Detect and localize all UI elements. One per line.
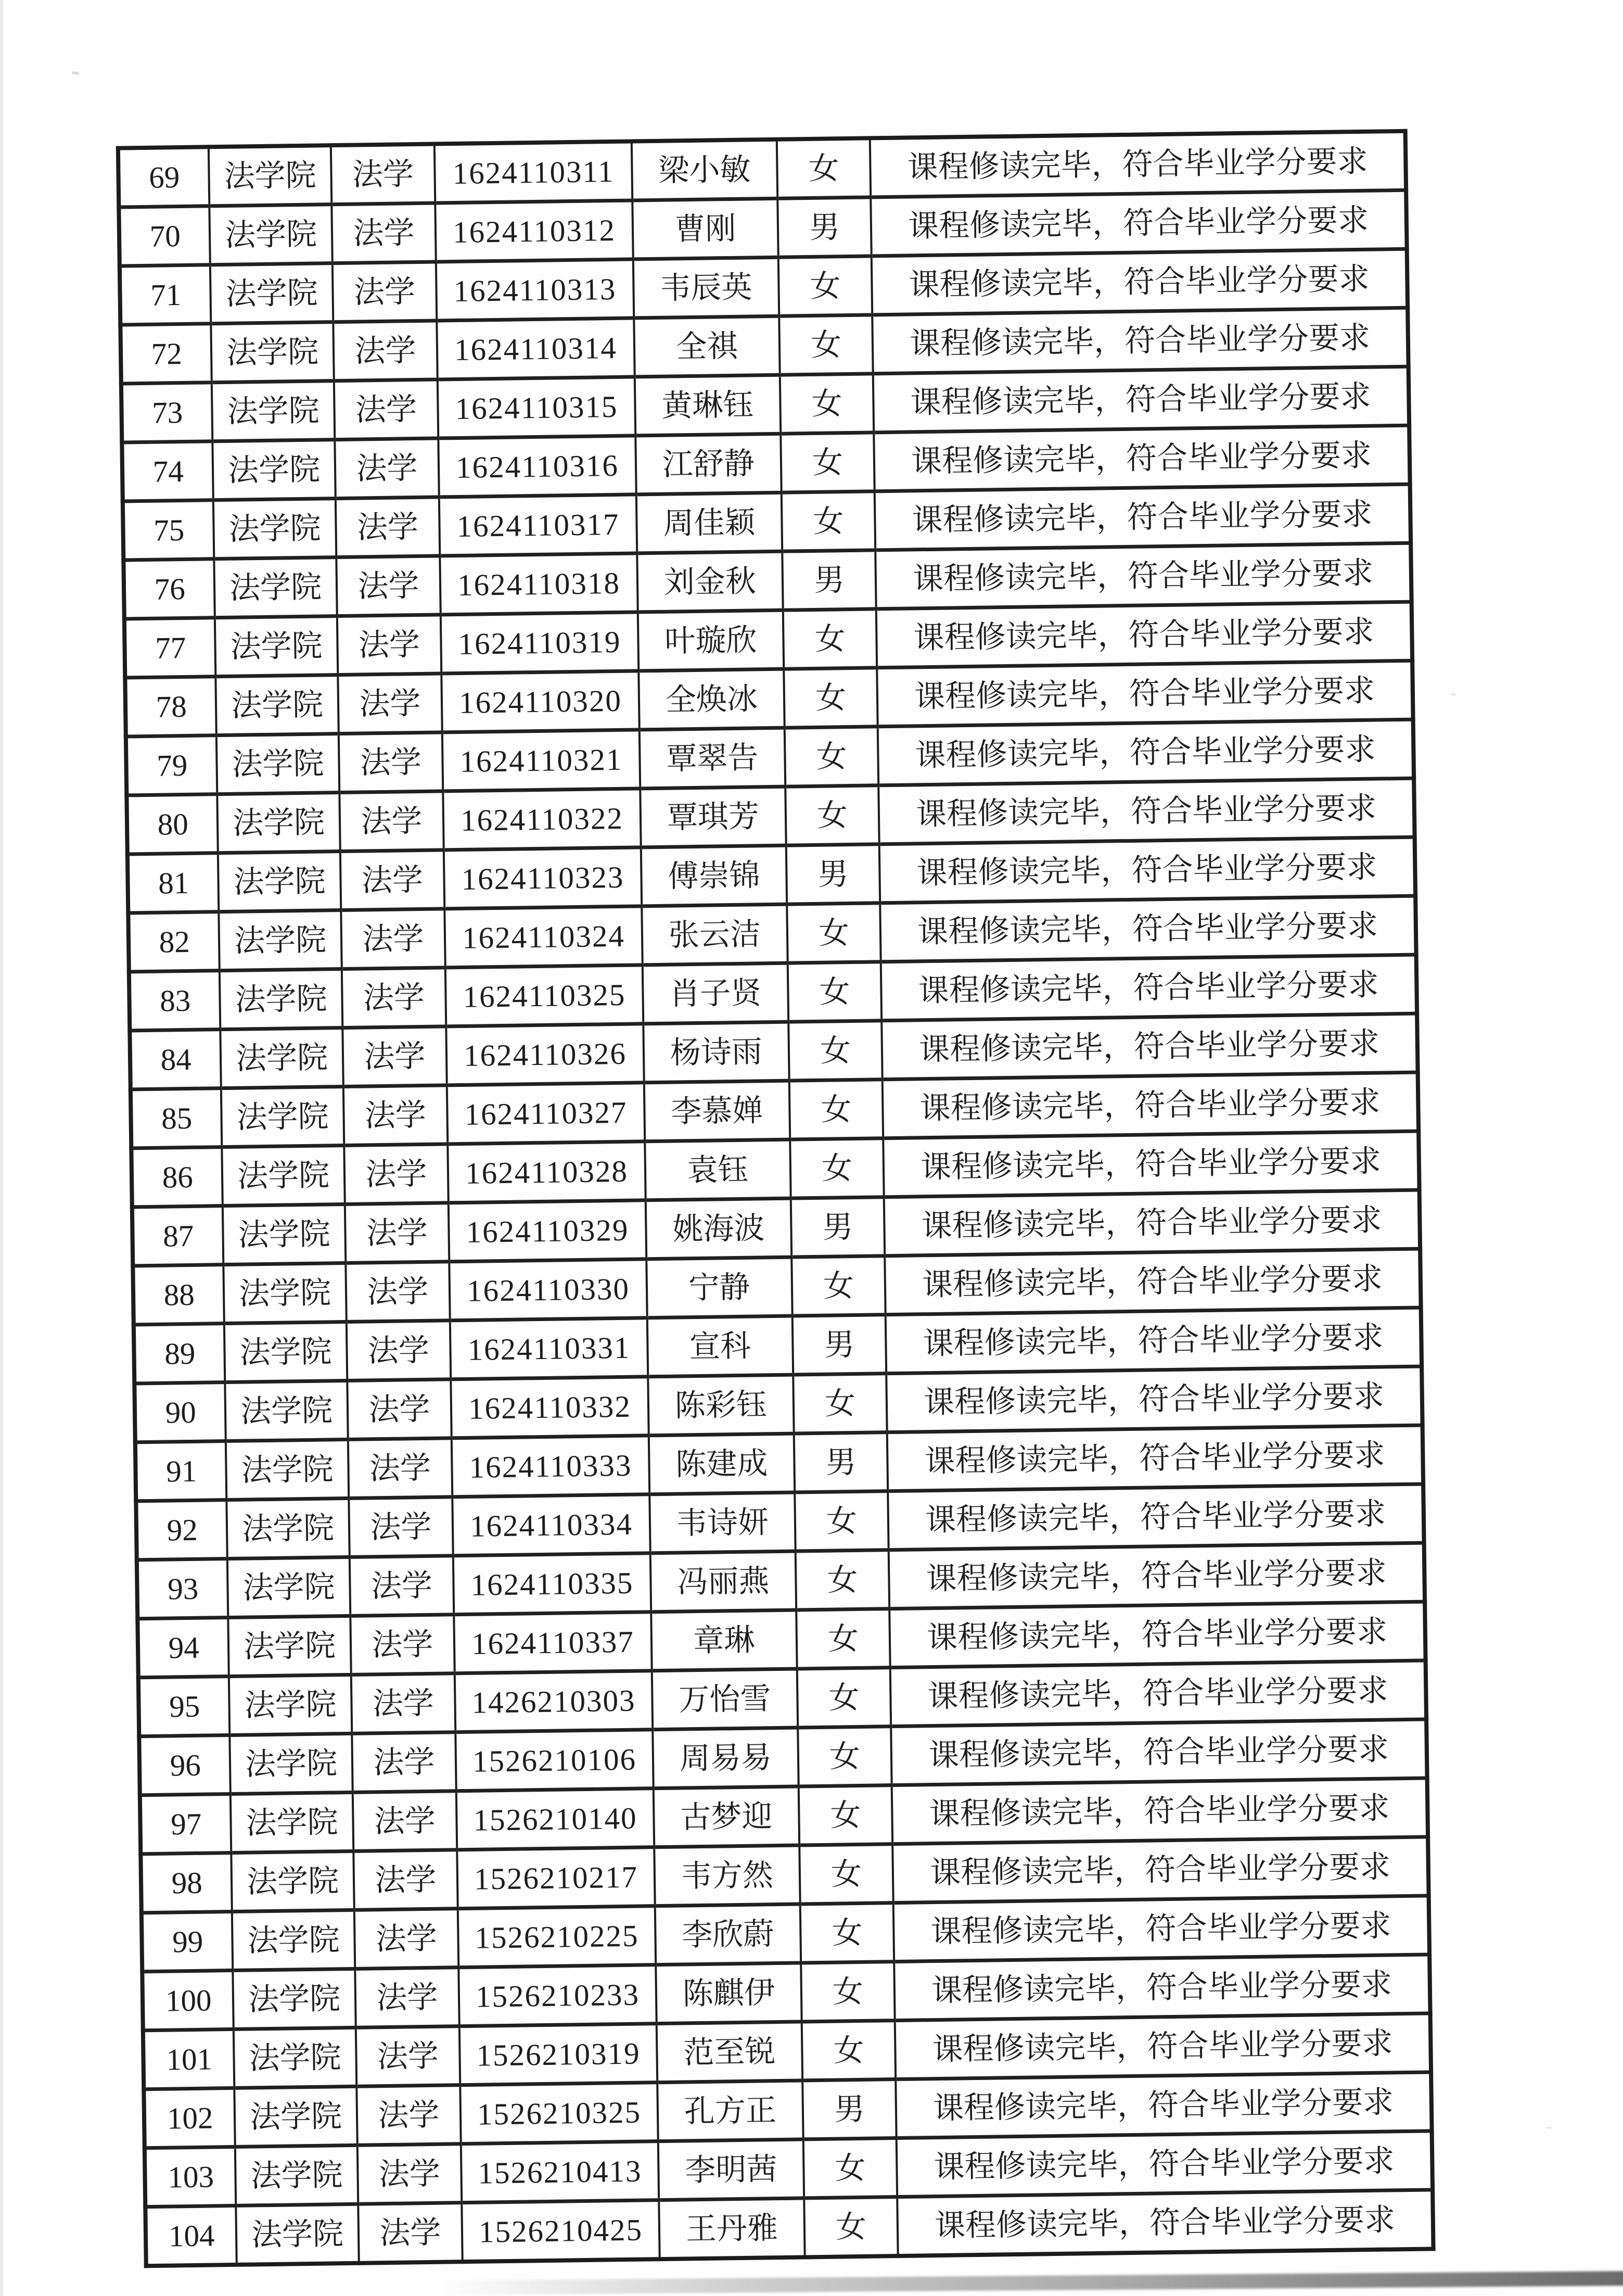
cell-name: 宣科 bbox=[647, 1316, 794, 1377]
cell-gender: 女 bbox=[793, 1374, 887, 1434]
cell-name: 李慕婵 bbox=[644, 1081, 790, 1141]
cell-major: 法学 bbox=[350, 1615, 455, 1675]
cell-name: 曹刚 bbox=[632, 198, 778, 259]
cell-gender: 女 bbox=[788, 1021, 883, 1081]
cell-gender: 女 bbox=[799, 1844, 893, 1904]
cell-name: 古梦迎 bbox=[654, 1786, 800, 1847]
cell-status: 课程修读完毕，符合毕业学分要求 bbox=[889, 1602, 1425, 1668]
cell-num: 84 bbox=[130, 1030, 221, 1089]
cell-gender: 女 bbox=[804, 2197, 898, 2257]
cell-id: 1624110320 bbox=[441, 671, 639, 732]
cell-college: 法学院 bbox=[221, 1086, 344, 1147]
cell-name: 李明茜 bbox=[658, 2139, 804, 2200]
cell-status: 课程修读完毕，符合毕业学分要求 bbox=[875, 543, 1411, 609]
cell-status: 课程修读完毕，符合毕业学分要求 bbox=[883, 1072, 1418, 1138]
cell-college: 法学院 bbox=[227, 1498, 350, 1558]
cell-major: 法学 bbox=[338, 732, 443, 793]
cell-gender: 男 bbox=[794, 1432, 888, 1492]
cell-gender: 男 bbox=[786, 844, 880, 904]
cell-status: 课程修读完毕，符合毕业学分要求 bbox=[888, 1484, 1424, 1550]
cell-name: 周易易 bbox=[653, 1728, 799, 1788]
cell-major: 法学 bbox=[335, 497, 440, 557]
cell-name: 刘金秋 bbox=[637, 551, 783, 612]
cell-gender: 男 bbox=[793, 1315, 887, 1375]
cell-num: 102 bbox=[144, 2088, 235, 2148]
cell-major: 法学 bbox=[342, 1026, 447, 1087]
cell-gender: 女 bbox=[800, 1903, 894, 1963]
cell-status: 课程修读完毕，符合毕业学分要求 bbox=[893, 1896, 1429, 1962]
cell-major: 法学 bbox=[344, 1144, 449, 1204]
cell-id: 1624110330 bbox=[449, 1259, 647, 1321]
cell-name: 覃琪芳 bbox=[640, 787, 786, 847]
cell-num: 79 bbox=[126, 735, 218, 795]
cell-num: 103 bbox=[145, 2147, 236, 2206]
cell-major: 法学 bbox=[351, 1673, 455, 1734]
cell-major: 法学 bbox=[336, 556, 441, 616]
cell-num: 70 bbox=[119, 206, 210, 266]
cell-name: 周佳颖 bbox=[636, 492, 783, 553]
cell-status: 课程修读完毕，符合毕业学分要求 bbox=[878, 719, 1414, 785]
cell-name: 宁静 bbox=[646, 1257, 793, 1318]
cell-num: 74 bbox=[122, 441, 213, 501]
cell-gender: 女 bbox=[790, 1138, 884, 1198]
cell-name: 李欣蔚 bbox=[655, 1904, 801, 1965]
cell-college: 法学院 bbox=[226, 1439, 349, 1500]
cell-status: 课程修读完毕，符合毕业学分要求 bbox=[878, 778, 1414, 844]
cell-name: 覃翠告 bbox=[640, 728, 786, 789]
cell-gender: 女 bbox=[780, 374, 874, 434]
cell-num: 80 bbox=[126, 794, 218, 854]
cell-id: 1624110329 bbox=[449, 1200, 646, 1262]
cell-num: 100 bbox=[142, 1970, 234, 2030]
cell-status: 课程修读完毕，符合毕业学分要求 bbox=[890, 1660, 1426, 1727]
cell-college: 法学院 bbox=[221, 1028, 343, 1088]
cell-id: 1624110311 bbox=[434, 141, 632, 203]
cell-id: 1624110315 bbox=[438, 377, 635, 438]
cell-name: 黄琳钰 bbox=[635, 375, 781, 436]
cell-college: 法学院 bbox=[228, 1616, 351, 1676]
cell-major: 法学 bbox=[352, 1732, 456, 1793]
cell-id: 1624110317 bbox=[439, 494, 637, 556]
cell-gender: 女 bbox=[799, 1785, 893, 1845]
cell-status: 课程修读完毕，符合毕业学分要求 bbox=[875, 484, 1411, 550]
cell-name: 袁钰 bbox=[645, 1139, 791, 1200]
cell-num: 72 bbox=[120, 324, 212, 384]
cell-id: 1526210217 bbox=[457, 1847, 655, 1909]
cell-major: 法学 bbox=[335, 438, 439, 499]
cell-id: 1526210225 bbox=[458, 1906, 656, 1968]
cell-name: 韦诗妍 bbox=[649, 1492, 796, 1553]
scan-speck bbox=[1451, 693, 1455, 695]
cell-id: 1624110324 bbox=[444, 906, 642, 968]
cell-major: 法学 bbox=[334, 379, 438, 440]
cell-name: 陈建成 bbox=[649, 1434, 795, 1494]
cell-major: 法学 bbox=[355, 1968, 459, 2028]
cell-num: 76 bbox=[123, 559, 215, 619]
cell-name: 叶璇欣 bbox=[638, 610, 784, 671]
cell-num: 78 bbox=[125, 677, 216, 737]
cell-id: 1624110323 bbox=[444, 847, 642, 909]
cell-gender: 女 bbox=[789, 1080, 884, 1139]
cell-status: 课程修读完毕，符合毕业学分要求 bbox=[871, 190, 1407, 256]
cell-id: 1624110318 bbox=[440, 553, 637, 615]
cell-college: 法学院 bbox=[222, 1145, 345, 1206]
cell-status: 课程修读完毕，符合毕业学分要求 bbox=[879, 837, 1415, 903]
cell-major: 法学 bbox=[344, 1203, 449, 1263]
cell-num: 81 bbox=[127, 853, 219, 913]
cell-college: 法学院 bbox=[210, 205, 333, 265]
cell-num: 98 bbox=[140, 1853, 232, 1912]
cell-num: 91 bbox=[135, 1441, 227, 1501]
cell-num: 97 bbox=[140, 1794, 232, 1854]
cell-num: 85 bbox=[131, 1088, 222, 1148]
cell-name: 章琳 bbox=[651, 1610, 797, 1671]
cell-id: 1526210319 bbox=[459, 2024, 657, 2085]
cell-status: 课程修读完毕，符合毕业学分要求 bbox=[887, 1425, 1423, 1491]
roster-table-wrapper bbox=[116, 129, 1434, 2253]
cell-status: 课程修读完毕，符合毕业学分要求 bbox=[883, 1131, 1419, 1197]
cell-num: 92 bbox=[136, 1500, 227, 1560]
cell-name: 姚海波 bbox=[646, 1198, 792, 1259]
cell-major: 法学 bbox=[337, 615, 441, 675]
cell-gender: 女 bbox=[784, 668, 878, 728]
cell-major: 法学 bbox=[358, 2203, 463, 2263]
cell-id: 1624110337 bbox=[454, 1612, 651, 1673]
cell-major: 法学 bbox=[346, 1262, 450, 1322]
cell-gender: 女 bbox=[788, 962, 882, 1022]
cell-id: 1624110319 bbox=[441, 612, 638, 674]
cell-id: 1526210106 bbox=[455, 1730, 653, 1791]
cell-status: 课程修读完毕，符合毕业学分要求 bbox=[877, 661, 1413, 727]
cell-status: 课程修读完毕，符合毕业学分要求 bbox=[895, 2013, 1431, 2079]
cell-num: 104 bbox=[145, 2205, 237, 2266]
cell-major: 法学 bbox=[341, 968, 446, 1028]
cell-college: 法学院 bbox=[220, 969, 342, 1030]
cell-gender: 女 bbox=[802, 2021, 896, 2081]
cell-college: 法学院 bbox=[229, 1675, 352, 1735]
cell-num: 90 bbox=[134, 1382, 226, 1442]
cell-status: 课程修读完毕，符合毕业学分要求 bbox=[872, 249, 1408, 315]
cell-status: 课程修读完毕，符合毕业学分要求 bbox=[885, 1249, 1421, 1315]
scan-speck bbox=[72, 71, 80, 75]
cell-name: 全焕冰 bbox=[638, 669, 785, 730]
cell-name: 张云洁 bbox=[642, 904, 788, 965]
cell-college: 法学院 bbox=[216, 675, 339, 735]
cell-college: 法学院 bbox=[233, 1969, 356, 2029]
cell-major: 法学 bbox=[355, 2026, 460, 2087]
cell-name: 全祺 bbox=[634, 316, 780, 377]
cell-name: 梁小敏 bbox=[632, 139, 778, 200]
cell-college: 法学院 bbox=[210, 263, 333, 324]
cell-id: 1624110331 bbox=[450, 1318, 648, 1379]
cell-status: 课程修读完毕，符合毕业学分要求 bbox=[891, 1719, 1427, 1785]
cell-college: 法学院 bbox=[231, 1792, 353, 1853]
cell-major: 法学 bbox=[330, 144, 435, 205]
cell-id: 1624110328 bbox=[448, 1141, 645, 1203]
cell-name: 韦方然 bbox=[654, 1845, 800, 1906]
scan-streak-artifact bbox=[437, 2271, 1623, 2295]
cell-major: 法学 bbox=[346, 1321, 451, 1381]
cell-num: 93 bbox=[137, 1559, 228, 1619]
cell-status: 课程修读完毕，符合毕业学分要求 bbox=[874, 425, 1410, 491]
cell-major: 法学 bbox=[339, 791, 444, 852]
cell-num: 96 bbox=[139, 1735, 231, 1795]
cell-name: 陈彩钰 bbox=[648, 1375, 794, 1436]
cell-college: 法学院 bbox=[218, 852, 341, 912]
cell-college: 法学院 bbox=[209, 145, 331, 206]
cell-id: 1624110334 bbox=[452, 1494, 650, 1556]
cell-major: 法学 bbox=[349, 1497, 453, 1557]
cell-college: 法学院 bbox=[213, 440, 336, 500]
cell-college: 法学院 bbox=[235, 2086, 357, 2147]
cell-gender: 女 bbox=[785, 727, 879, 787]
cell-status: 课程修读完毕，符合毕业学分要求 bbox=[873, 366, 1409, 433]
cell-name: 杨诗雨 bbox=[643, 1022, 789, 1083]
cell-id: 1624110316 bbox=[438, 436, 636, 497]
cell-num: 88 bbox=[133, 1265, 224, 1325]
cell-major: 法学 bbox=[333, 321, 438, 381]
roster-table-body bbox=[118, 131, 1434, 2266]
cell-gender: 女 bbox=[797, 1668, 891, 1728]
cell-gender: 女 bbox=[782, 491, 876, 551]
cell-num: 99 bbox=[142, 1911, 233, 1971]
cell-id: 1526210325 bbox=[460, 2083, 658, 2144]
cell-college: 法学院 bbox=[234, 2027, 356, 2088]
cell-gender: 女 bbox=[785, 785, 879, 845]
cell-major: 法学 bbox=[347, 1379, 452, 1440]
cell-num: 69 bbox=[118, 147, 210, 207]
cell-major: 法学 bbox=[331, 203, 436, 263]
cell-college: 法学院 bbox=[227, 1557, 350, 1617]
cell-major: 法学 bbox=[354, 1909, 458, 1969]
cell-gender: 男 bbox=[777, 197, 872, 257]
cell-college: 法学院 bbox=[211, 322, 334, 383]
cell-major: 法学 bbox=[340, 850, 444, 910]
cell-major: 法学 bbox=[338, 674, 442, 734]
cell-status: 课程修读完毕，符合毕业学分要求 bbox=[881, 1013, 1417, 1080]
cell-major: 法学 bbox=[332, 262, 437, 322]
cell-college: 法学院 bbox=[224, 1322, 347, 1382]
cell-gender: 男 bbox=[782, 550, 876, 610]
cell-gender: 女 bbox=[796, 1550, 890, 1610]
cell-college: 法学院 bbox=[212, 381, 335, 441]
cell-name: 冯丽燕 bbox=[650, 1551, 797, 1612]
cell-status: 课程修读完毕，符合毕业学分要求 bbox=[886, 1366, 1422, 1432]
cell-num: 83 bbox=[129, 971, 221, 1031]
cell-college: 法学院 bbox=[223, 1204, 346, 1264]
cell-college: 法学院 bbox=[213, 499, 336, 559]
cell-gender: 女 bbox=[801, 1962, 895, 2022]
cell-major: 法学 bbox=[357, 2144, 462, 2204]
cell-name: 王丹雅 bbox=[659, 2198, 805, 2259]
cell-major: 法学 bbox=[343, 1085, 448, 1146]
cell-num: 86 bbox=[131, 1147, 223, 1207]
cell-num: 89 bbox=[134, 1324, 225, 1384]
cell-id: 1526210425 bbox=[462, 2200, 659, 2262]
cell-num: 95 bbox=[138, 1677, 230, 1736]
cell-gender: 女 bbox=[787, 903, 881, 963]
graduation-roster-table bbox=[116, 129, 1436, 2268]
cell-status: 课程修读完毕，符合毕业学分要求 bbox=[892, 1778, 1428, 1844]
cell-status: 课程修读完毕，符合毕业学分要求 bbox=[884, 1190, 1420, 1256]
cell-num: 94 bbox=[137, 1618, 229, 1678]
cell-status: 课程修读完毕，符合毕业学分要求 bbox=[894, 1955, 1430, 2021]
cell-id: 1624110327 bbox=[447, 1083, 645, 1144]
cell-gender: 女 bbox=[803, 2138, 898, 2198]
cell-gender: 女 bbox=[781, 433, 875, 492]
cell-id: 1624110326 bbox=[446, 1024, 644, 1085]
cell-name: 陈麒伊 bbox=[656, 1963, 802, 2024]
cell-num: 73 bbox=[121, 383, 213, 442]
cell-name: 江舒静 bbox=[635, 434, 782, 494]
cell-status: 课程修读完毕，符合毕业学分要求 bbox=[870, 131, 1406, 197]
cell-college: 法学院 bbox=[232, 1910, 355, 1970]
cell-id: 1624110325 bbox=[445, 965, 643, 1026]
cell-id: 1624110335 bbox=[453, 1553, 651, 1615]
cell-gender: 女 bbox=[779, 315, 873, 375]
cell-id: 1624110322 bbox=[443, 789, 641, 850]
cell-college: 法学院 bbox=[236, 2204, 359, 2265]
cell-college: 法学院 bbox=[215, 616, 338, 677]
cell-name: 孔方正 bbox=[657, 2081, 803, 2141]
cell-name: 韦辰英 bbox=[633, 257, 779, 318]
cell-name: 万怡雪 bbox=[652, 1669, 798, 1730]
cell-name: 傅崇锦 bbox=[641, 845, 787, 906]
cell-id: 1624110313 bbox=[436, 259, 634, 321]
cell-gender: 女 bbox=[796, 1609, 890, 1669]
cell-college: 法学院 bbox=[219, 910, 342, 971]
cell-college: 法学院 bbox=[225, 1380, 348, 1441]
cell-status: 课程修读完毕，符合毕业学分要求 bbox=[896, 2072, 1432, 2138]
cell-num: 82 bbox=[128, 912, 220, 972]
cell-major: 法学 bbox=[353, 1850, 458, 1910]
cell-college: 法学院 bbox=[214, 557, 337, 618]
cell-college: 法学院 bbox=[232, 1851, 354, 1911]
cell-major: 法学 bbox=[341, 909, 445, 969]
cell-name: 范至锐 bbox=[657, 2022, 803, 2083]
cell-num: 101 bbox=[143, 2029, 235, 2089]
cell-status: 课程修读完毕，符合毕业学分要求 bbox=[897, 2131, 1433, 2197]
cell-num: 71 bbox=[120, 265, 211, 325]
cell-id: 1526210233 bbox=[458, 1965, 656, 2026]
cell-college: 法学院 bbox=[230, 1733, 353, 1794]
cell-id: 1426210303 bbox=[455, 1671, 653, 1732]
scan-speck bbox=[1547, 2127, 1552, 2129]
cell-status: 课程修读完毕，符合毕业学分要求 bbox=[886, 1308, 1422, 1374]
cell-id: 1624110321 bbox=[442, 730, 640, 791]
cell-status: 课程修读完毕，符合毕业学分要求 bbox=[880, 896, 1416, 962]
cell-num: 87 bbox=[132, 1206, 224, 1266]
cell-gender: 女 bbox=[795, 1491, 889, 1551]
cell-gender: 女 bbox=[778, 256, 873, 316]
cell-num: 77 bbox=[124, 618, 216, 678]
cell-gender: 女 bbox=[791, 1256, 886, 1316]
cell-gender: 男 bbox=[791, 1197, 885, 1257]
cell-major: 法学 bbox=[348, 1438, 452, 1499]
cell-major: 法学 bbox=[352, 1791, 457, 1851]
cell-status: 课程修读完毕，符合毕业学分要求 bbox=[897, 2190, 1433, 2256]
cell-status: 课程修读完毕，符合毕业学分要求 bbox=[889, 1543, 1425, 1609]
cell-major: 法学 bbox=[356, 2085, 461, 2146]
cell-name: 肖子贤 bbox=[643, 963, 789, 1024]
cell-status: 课程修读完毕，符合毕业学分要求 bbox=[872, 308, 1408, 374]
cell-college: 法学院 bbox=[218, 793, 340, 853]
cell-college: 法学院 bbox=[224, 1263, 347, 1323]
cell-gender: 女 bbox=[798, 1727, 892, 1786]
cell-gender: 男 bbox=[802, 2079, 897, 2139]
cell-id: 1624110314 bbox=[437, 318, 634, 379]
cell-id: 1624110312 bbox=[435, 200, 633, 262]
cell-id: 1526210140 bbox=[456, 1788, 654, 1850]
cell-major: 法学 bbox=[349, 1556, 454, 1616]
cell-id: 1624110333 bbox=[452, 1436, 649, 1497]
cell-status: 课程修读完毕，符合毕业学分要求 bbox=[881, 955, 1417, 1021]
cell-id: 1526210413 bbox=[461, 2141, 659, 2203]
cell-college: 法学院 bbox=[235, 2145, 358, 2205]
cell-college: 法学院 bbox=[216, 734, 339, 794]
cell-gender: 女 bbox=[783, 609, 877, 669]
cell-num: 75 bbox=[123, 500, 214, 560]
cell-status: 课程修读完毕，符合毕业学分要求 bbox=[876, 602, 1412, 668]
cell-gender: 女 bbox=[777, 138, 871, 198]
cell-status: 课程修读完毕，符合毕业学分要求 bbox=[892, 1837, 1428, 1903]
cell-id: 1624110332 bbox=[451, 1377, 648, 1438]
scan-edge-artifact bbox=[0, 0, 3, 2296]
